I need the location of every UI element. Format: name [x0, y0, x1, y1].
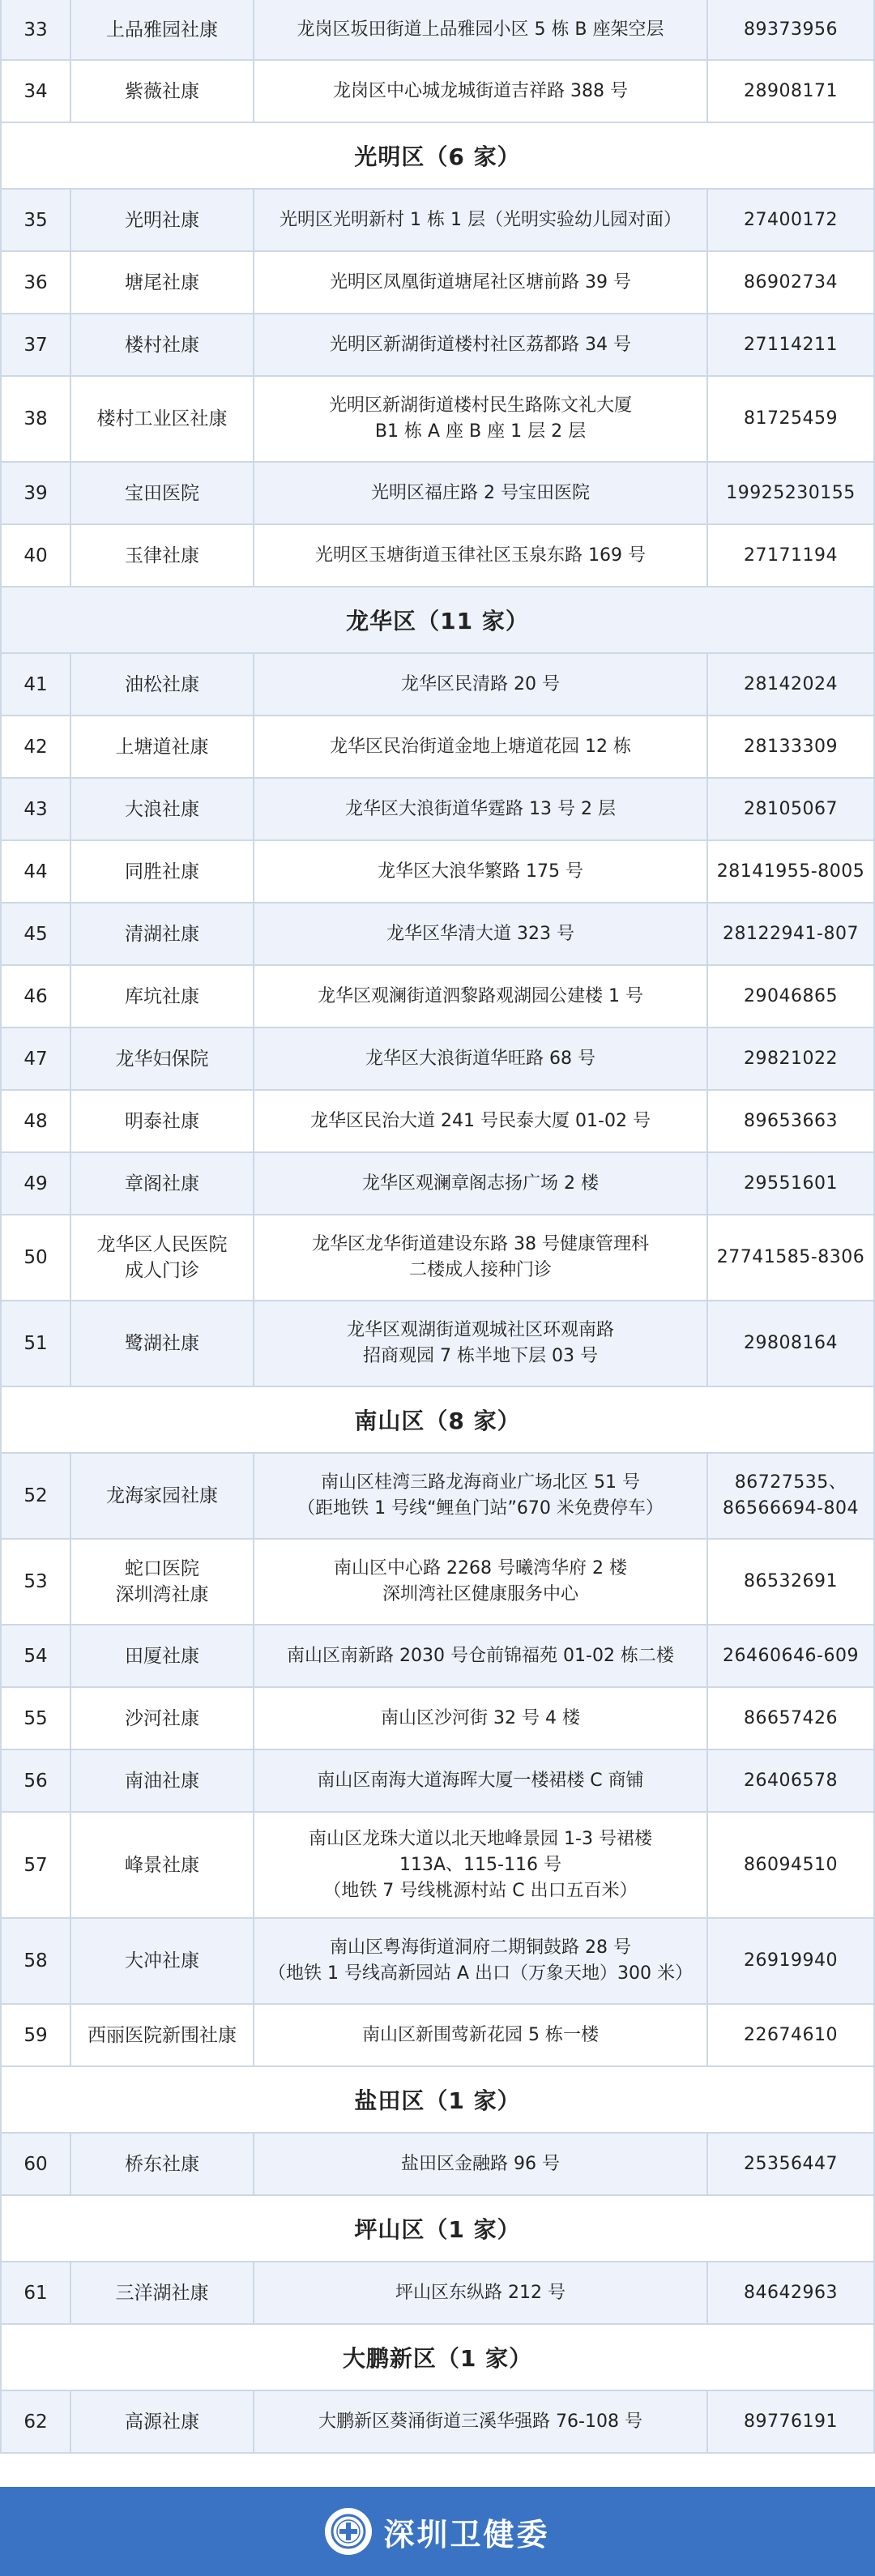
clinic-address: 龙华区民治街道金地上塘道花园 12 栋 — [254, 716, 708, 779]
clinic-address: 龙岗区中心城龙城街道吉祥路 388 号 — [254, 61, 708, 123]
clinic-name: 玉律社康 — [71, 525, 254, 587]
district-header: 坪山区（1 家） — [0, 2196, 875, 2262]
clinic-name: 西丽医院新围社康 — [71, 2005, 254, 2067]
row-number: 38 — [0, 377, 71, 463]
clinic-address: 盐田区金融路 96 号 — [254, 2134, 708, 2196]
clinic-address: 龙华区大浪街道华旺路 68 号 — [254, 1028, 708, 1091]
clinic-phone: 86532691 — [708, 1540, 875, 1625]
district-header: 盐田区（1 家） — [0, 2067, 875, 2134]
clinic-phone: 28908171 — [708, 61, 875, 123]
row-number: 45 — [0, 904, 71, 966]
clinic-name: 楼村工业区社康 — [71, 377, 254, 463]
clinic-name: 楼村社康 — [71, 314, 254, 377]
row-number: 47 — [0, 1028, 71, 1091]
row-number: 53 — [0, 1540, 71, 1625]
row-number: 62 — [0, 2391, 71, 2454]
clinic-phone: 22674610 — [708, 2005, 875, 2067]
clinic-name: 紫薇社康 — [71, 61, 254, 123]
clinic-phone: 29808164 — [708, 1301, 875, 1387]
clinic-name: 塘尾社康 — [71, 252, 254, 314]
clinic-name: 大冲社康 — [71, 1919, 254, 2005]
clinic-address: 坪山区东纵路 212 号 — [254, 2262, 708, 2325]
clinic-phone: 86902734 — [708, 252, 875, 314]
clinic-phone: 86657426 — [708, 1688, 875, 1750]
clinic-name: 沙河社康 — [71, 1688, 254, 1750]
row-number: 41 — [0, 654, 71, 716]
clinic-name: 宝田医院 — [71, 463, 254, 525]
clinic-name: 明泰社康 — [71, 1091, 254, 1153]
clinic-address: 龙华区民清路 20 号 — [254, 654, 708, 716]
clinic-address: 南山区沙河街 32 号 4 楼 — [254, 1688, 708, 1750]
clinic-phone: 89653663 — [708, 1091, 875, 1153]
clinic-phone: 86727535、 86566694-804 — [708, 1454, 875, 1540]
brand-name: 深圳卫健委 — [383, 2516, 550, 2553]
clinic-name: 清湖社康 — [71, 904, 254, 966]
clinic-phone: 89776191 — [708, 2391, 875, 2454]
clinic-address: 龙华区大浪华繁路 175 号 — [254, 841, 708, 904]
clinic-phone: 26460646-609 — [708, 1625, 875, 1688]
clinic-name: 田厦社康 — [71, 1625, 254, 1688]
row-number: 57 — [0, 1813, 71, 1919]
clinic-address: 光明区光明新村 1 栋 1 层（光明实验幼儿园对面） — [254, 190, 708, 252]
row-number: 50 — [0, 1215, 71, 1301]
clinic-phone: 29821022 — [708, 1028, 875, 1091]
clinic-phone: 29046865 — [708, 966, 875, 1028]
clinic-phone: 25356447 — [708, 2134, 875, 2196]
row-number: 33 — [0, 0, 71, 61]
row-number: 36 — [0, 252, 71, 314]
clinic-address: 南山区南海大道海晖大厦一楼裙楼 C 商铺 — [254, 1750, 708, 1813]
footer-banner — [0, 2487, 875, 2576]
clinic-address: 光明区福庄路 2 号宝田医院 — [254, 463, 708, 525]
clinic-address: 南山区桂湾三路龙海商业广场北区 51 号 （距地铁 1 号线“鲤鱼门站”670 米免费停车） — [254, 1454, 708, 1540]
clinic-name: 油松社康 — [71, 654, 254, 716]
clinic-name: 章阁社康 — [71, 1153, 254, 1215]
district-header: 大鹏新区（1 家） — [0, 2325, 875, 2391]
clinic-name: 桥东社康 — [71, 2134, 254, 2196]
row-number: 54 — [0, 1625, 71, 1688]
clinic-address: 光明区新湖街道楼村民生路陈文礼大厦 B1 栋 A 座 B 座 1 层 2 层 — [254, 377, 708, 463]
row-number: 55 — [0, 1688, 71, 1750]
row-number: 34 — [0, 61, 71, 123]
clinic-name: 鹭湖社康 — [71, 1301, 254, 1387]
health-commission-emblem-icon — [325, 2508, 372, 2555]
row-number: 46 — [0, 966, 71, 1028]
clinic-phone: 81725459 — [708, 377, 875, 463]
row-number: 61 — [0, 2262, 71, 2325]
clinic-phone: 26406578 — [708, 1750, 875, 1813]
clinic-phone: 84642963 — [708, 2262, 875, 2325]
clinic-address: 南山区新围莺新花园 5 栋一楼 — [254, 2005, 708, 2067]
clinic-name: 同胜社康 — [71, 841, 254, 904]
clinic-address: 龙华区龙华街道建设东路 38 号健康管理科 二楼成人接种门诊 — [254, 1215, 708, 1301]
clinic-address: 龙岗区坂田街道上品雅园小区 5 栋 B 座架空层 — [254, 0, 708, 61]
clinic-name: 龙海家园社康 — [71, 1454, 254, 1540]
clinic-phone: 28122941-807 — [708, 904, 875, 966]
clinic-phone: 19925230155 — [708, 463, 875, 525]
clinic-address: 南山区中心路 2268 号曦湾华府 2 楼 深圳湾社区健康服务中心 — [254, 1540, 708, 1625]
clinic-address: 大鹏新区葵涌街道三溪华强路 76-108 号 — [254, 2391, 708, 2454]
row-number: 56 — [0, 1750, 71, 1813]
row-number: 59 — [0, 2005, 71, 2067]
clinic-phone: 27114211 — [708, 314, 875, 377]
clinic-name: 上品雅园社康 — [71, 0, 254, 61]
clinic-name: 上塘道社康 — [71, 716, 254, 779]
clinic-phone: 29551601 — [708, 1153, 875, 1215]
clinic-address: 南山区龙珠大道以北天地峰景园 1-3 号裙楼 113A、115-116 号 （地铁 7 号线桃源村站 C 出口五百米） — [254, 1813, 708, 1919]
row-number: 44 — [0, 841, 71, 904]
clinic-address: 光明区新湖街道楼村社区荔都路 34 号 — [254, 314, 708, 377]
clinic-phone: 28133309 — [708, 716, 875, 779]
row-number: 43 — [0, 779, 71, 841]
clinic-phone: 26919940 — [708, 1919, 875, 2005]
clinic-address: 南山区粤海街道洞府二期铜鼓路 28 号 （地铁 1 号线高新园站 A 出口（万象天地）300 米） — [254, 1919, 708, 2005]
clinic-name: 蛇口医院 深圳湾社康 — [71, 1540, 254, 1625]
district-header: 光明区（6 家） — [0, 123, 875, 190]
clinic-name: 库坑社康 — [71, 966, 254, 1028]
clinic-name: 大浪社康 — [71, 779, 254, 841]
clinic-address: 南山区南新路 2030 号仓前锦福苑 01-02 栋二楼 — [254, 1625, 708, 1688]
row-number: 52 — [0, 1454, 71, 1540]
row-number: 48 — [0, 1091, 71, 1153]
clinic-address: 光明区凤凰街道塘尾社区塘前路 39 号 — [254, 252, 708, 314]
clinic-phone: 28105067 — [708, 779, 875, 841]
clinic-address: 龙华区观澜章阁志扬广场 2 楼 — [254, 1153, 708, 1215]
clinic-address: 龙华区观湖街道观城社区环观南路 招商观园 7 栋半地下层 03 号 — [254, 1301, 708, 1387]
clinic-address: 龙华区观澜街道泗黎路观湖园公建楼 1 号 — [254, 966, 708, 1028]
clinic-phone: 27400172 — [708, 190, 875, 252]
clinic-address: 龙华区民治大道 241 号民泰大厦 01-02 号 — [254, 1091, 708, 1153]
clinic-name: 高源社康 — [71, 2391, 254, 2454]
clinic-phone: 28141955-8005 — [708, 841, 875, 904]
row-number: 58 — [0, 1919, 71, 2005]
row-number: 51 — [0, 1301, 71, 1387]
clinic-name: 光明社康 — [71, 190, 254, 252]
district-header: 南山区（8 家） — [0, 1387, 875, 1454]
clinic-name: 南油社康 — [71, 1750, 254, 1813]
clinic-address: 光明区玉塘街道玉律社区玉泉东路 169 号 — [254, 525, 708, 587]
clinic-address: 龙华区大浪街道华霆路 13 号 2 层 — [254, 779, 708, 841]
district-header: 龙华区（11 家） — [0, 587, 875, 654]
row-number: 60 — [0, 2134, 71, 2196]
row-number: 37 — [0, 314, 71, 377]
clinic-name: 峰景社康 — [71, 1813, 254, 1919]
clinic-phone: 28142024 — [708, 654, 875, 716]
clinic-phone: 27741585-8306 — [708, 1215, 875, 1301]
row-number: 40 — [0, 525, 71, 587]
clinic-phone: 86094510 — [708, 1813, 875, 1919]
clinic-name: 三洋湖社康 — [71, 2262, 254, 2325]
clinic-address: 龙华区华清大道 323 号 — [254, 904, 708, 966]
clinic-name: 龙华妇保院 — [71, 1028, 254, 1091]
row-number: 49 — [0, 1153, 71, 1215]
row-number: 39 — [0, 463, 71, 525]
clinic-phone: 89373956 — [708, 0, 875, 61]
clinic-phone: 27171194 — [708, 525, 875, 587]
row-number: 35 — [0, 190, 71, 252]
clinic-name: 龙华区人民医院 成人门诊 — [71, 1215, 254, 1301]
row-number: 42 — [0, 716, 71, 779]
